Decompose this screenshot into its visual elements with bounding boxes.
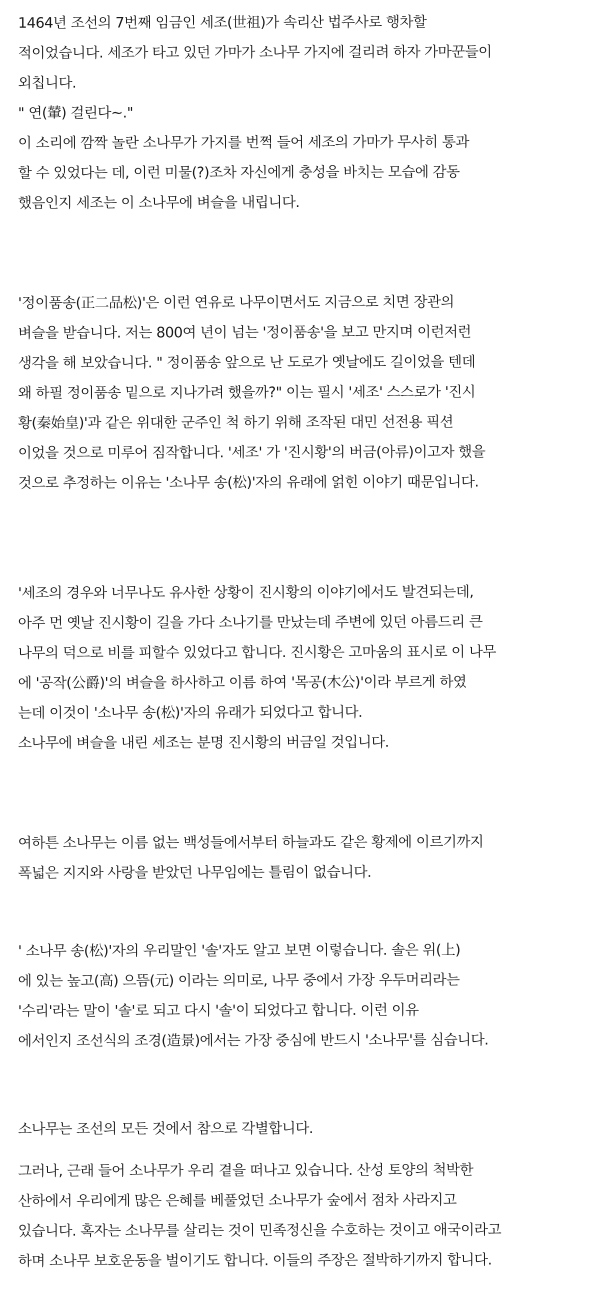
text-line: 여하튼 소나무는 이름 없는 백성들에서부터 하늘과도 같은 황제에 이르기까지 [17, 834, 484, 852]
text-line: 이었을 것으로 미루어 짐작합니다. '세조' 가 '진시황'의 버금(아류)이고자 했을 [17, 444, 486, 462]
text-line: 이 소리에 깜짝 놀란 소나무가 가지를 번쩍 들어 세조의 가마가 무사히 통과 [17, 134, 469, 152]
text-line: 폭넓은 지지와 사랑을 받았던 나무임에는 틀림이 없습니다. [17, 864, 372, 882]
text-line: ' 소나무 송(松)'자의 우리말인 '솔'자도 알고 보면 이렇습니다. 솔은 위(上) [17, 942, 461, 960]
text-line: 그러나, 근래 들어 소나무가 우리 곁을 떠나고 있습니다. 산성 토양의 척박한 [17, 1162, 474, 1180]
text-line: 는데 이것이 '소나무 송(松)'자의 유래가 되었다고 합니다. [17, 704, 363, 722]
text-line: 것으로 추정하는 이유는 '소나무 송(松)'자의 유래에 얽힌 이야기 때문입니다. [17, 474, 479, 492]
paragraph-sejo-story [18, 8, 584, 218]
text-line: 1464년 조선의 7번째 임금인 세조(世祖)가 속리산 법주사로 행차할 [17, 14, 427, 32]
text-line: '정이품송(正二品松)'은 이런 연유로 나무이면서도 지금으로 치면 장관의 [17, 294, 455, 312]
text-line: 에서인지 조선식의 조경(造景)에서는 가장 중심에 반드시 '소나무'를 심습니다. [17, 1032, 489, 1050]
paragraph-jeongipumsong [18, 288, 584, 498]
text-line: 할 수 있었다는 데, 이런 미물(?)조차 자신에게 충성을 바치는 모습에 감동 [17, 164, 460, 182]
text-line: 벼슬을 받습니다. 저는 800여 년이 넘는 '정이품송'을 보고 만지며 이런저런 [17, 324, 472, 342]
text-line: '세조의 경우와 너무나도 유사한 상황이 진시황의 이야기에서도 발견되는데, [17, 584, 474, 602]
text-line: 있습니다. 혹자는 소나무를 살리는 것이 민족정신을 수호하는 것이고 애국이라고 [17, 1222, 502, 1240]
text-line: 아주 먼 옛날 진시황이 길을 가다 소나기를 만났는데 주변에 있던 아름드리 큰 [17, 614, 483, 632]
text-line: 외칩니다. [17, 75, 77, 92]
paragraph-pine-special [18, 1114, 584, 1144]
text-line: " 연(輦) 걸린다~." [17, 105, 134, 122]
text-line: 소나무는 조선의 모든 것에서 참으로 각별합니다. [17, 1120, 314, 1138]
text-line: 산하에서 우리에게 많은 은혜를 베풀었던 소나무가 숲에서 점차 사라지고 [17, 1192, 457, 1210]
paragraph-qin-shi-huang [18, 578, 584, 758]
text-line: '수리'라는 말이 '솔'로 되고 다시 '솔'이 되었다고 합니다. 이런 이유 [17, 1002, 419, 1020]
paragraph-pine-decline [18, 1156, 584, 1276]
text-line: 하며 소나무 보호운동을 벌이기도 합니다. 이들의 주장은 절박하기까지 합니다. [17, 1252, 492, 1270]
paragraph-sol-etymology [18, 936, 584, 1056]
text-line: 에 있는 높고(高) 으뜸(元) 이라는 의미로, 나무 중에서 가장 우두머리라는 [17, 972, 460, 990]
text-line: 나무의 덕으로 비를 피할수 있었다고 합니다. 진시황은 고마움의 표시로 이 나무 [17, 644, 496, 662]
text-line: 에 '공작(公爵)'의 벼슬을 하사하고 이름 하여 '목공(木公)'이라 부르게 하였 [17, 674, 467, 692]
text-line: 황(秦始皇)'과 같은 위대한 군주인 척 하기 위해 조작된 대민 선전용 픽션 [17, 414, 454, 432]
text-line: 소나무에 벼슬을 내린 세조는 분명 진시황의 버금일 것입니다. [17, 734, 389, 752]
paragraph-pine-beloved [18, 828, 584, 888]
text-line: 왜 하필 정이품송 밑으로 지나가려 했을까?" 이는 필시 '세조' 스스로가 '진시 [17, 384, 476, 402]
text-line: 적이었습니다. 세조가 타고 있던 가마가 소나무 가지에 걸리려 하자 가마꾼들이 [17, 44, 492, 62]
text-line: 했음인지 세조는 이 소나무에 벼슬을 내립니다. [17, 195, 300, 212]
text-line: 생각을 해 보았습니다. " 정이품송 앞으로 난 도로가 옛날에도 길이었을 텐데 [17, 354, 476, 372]
